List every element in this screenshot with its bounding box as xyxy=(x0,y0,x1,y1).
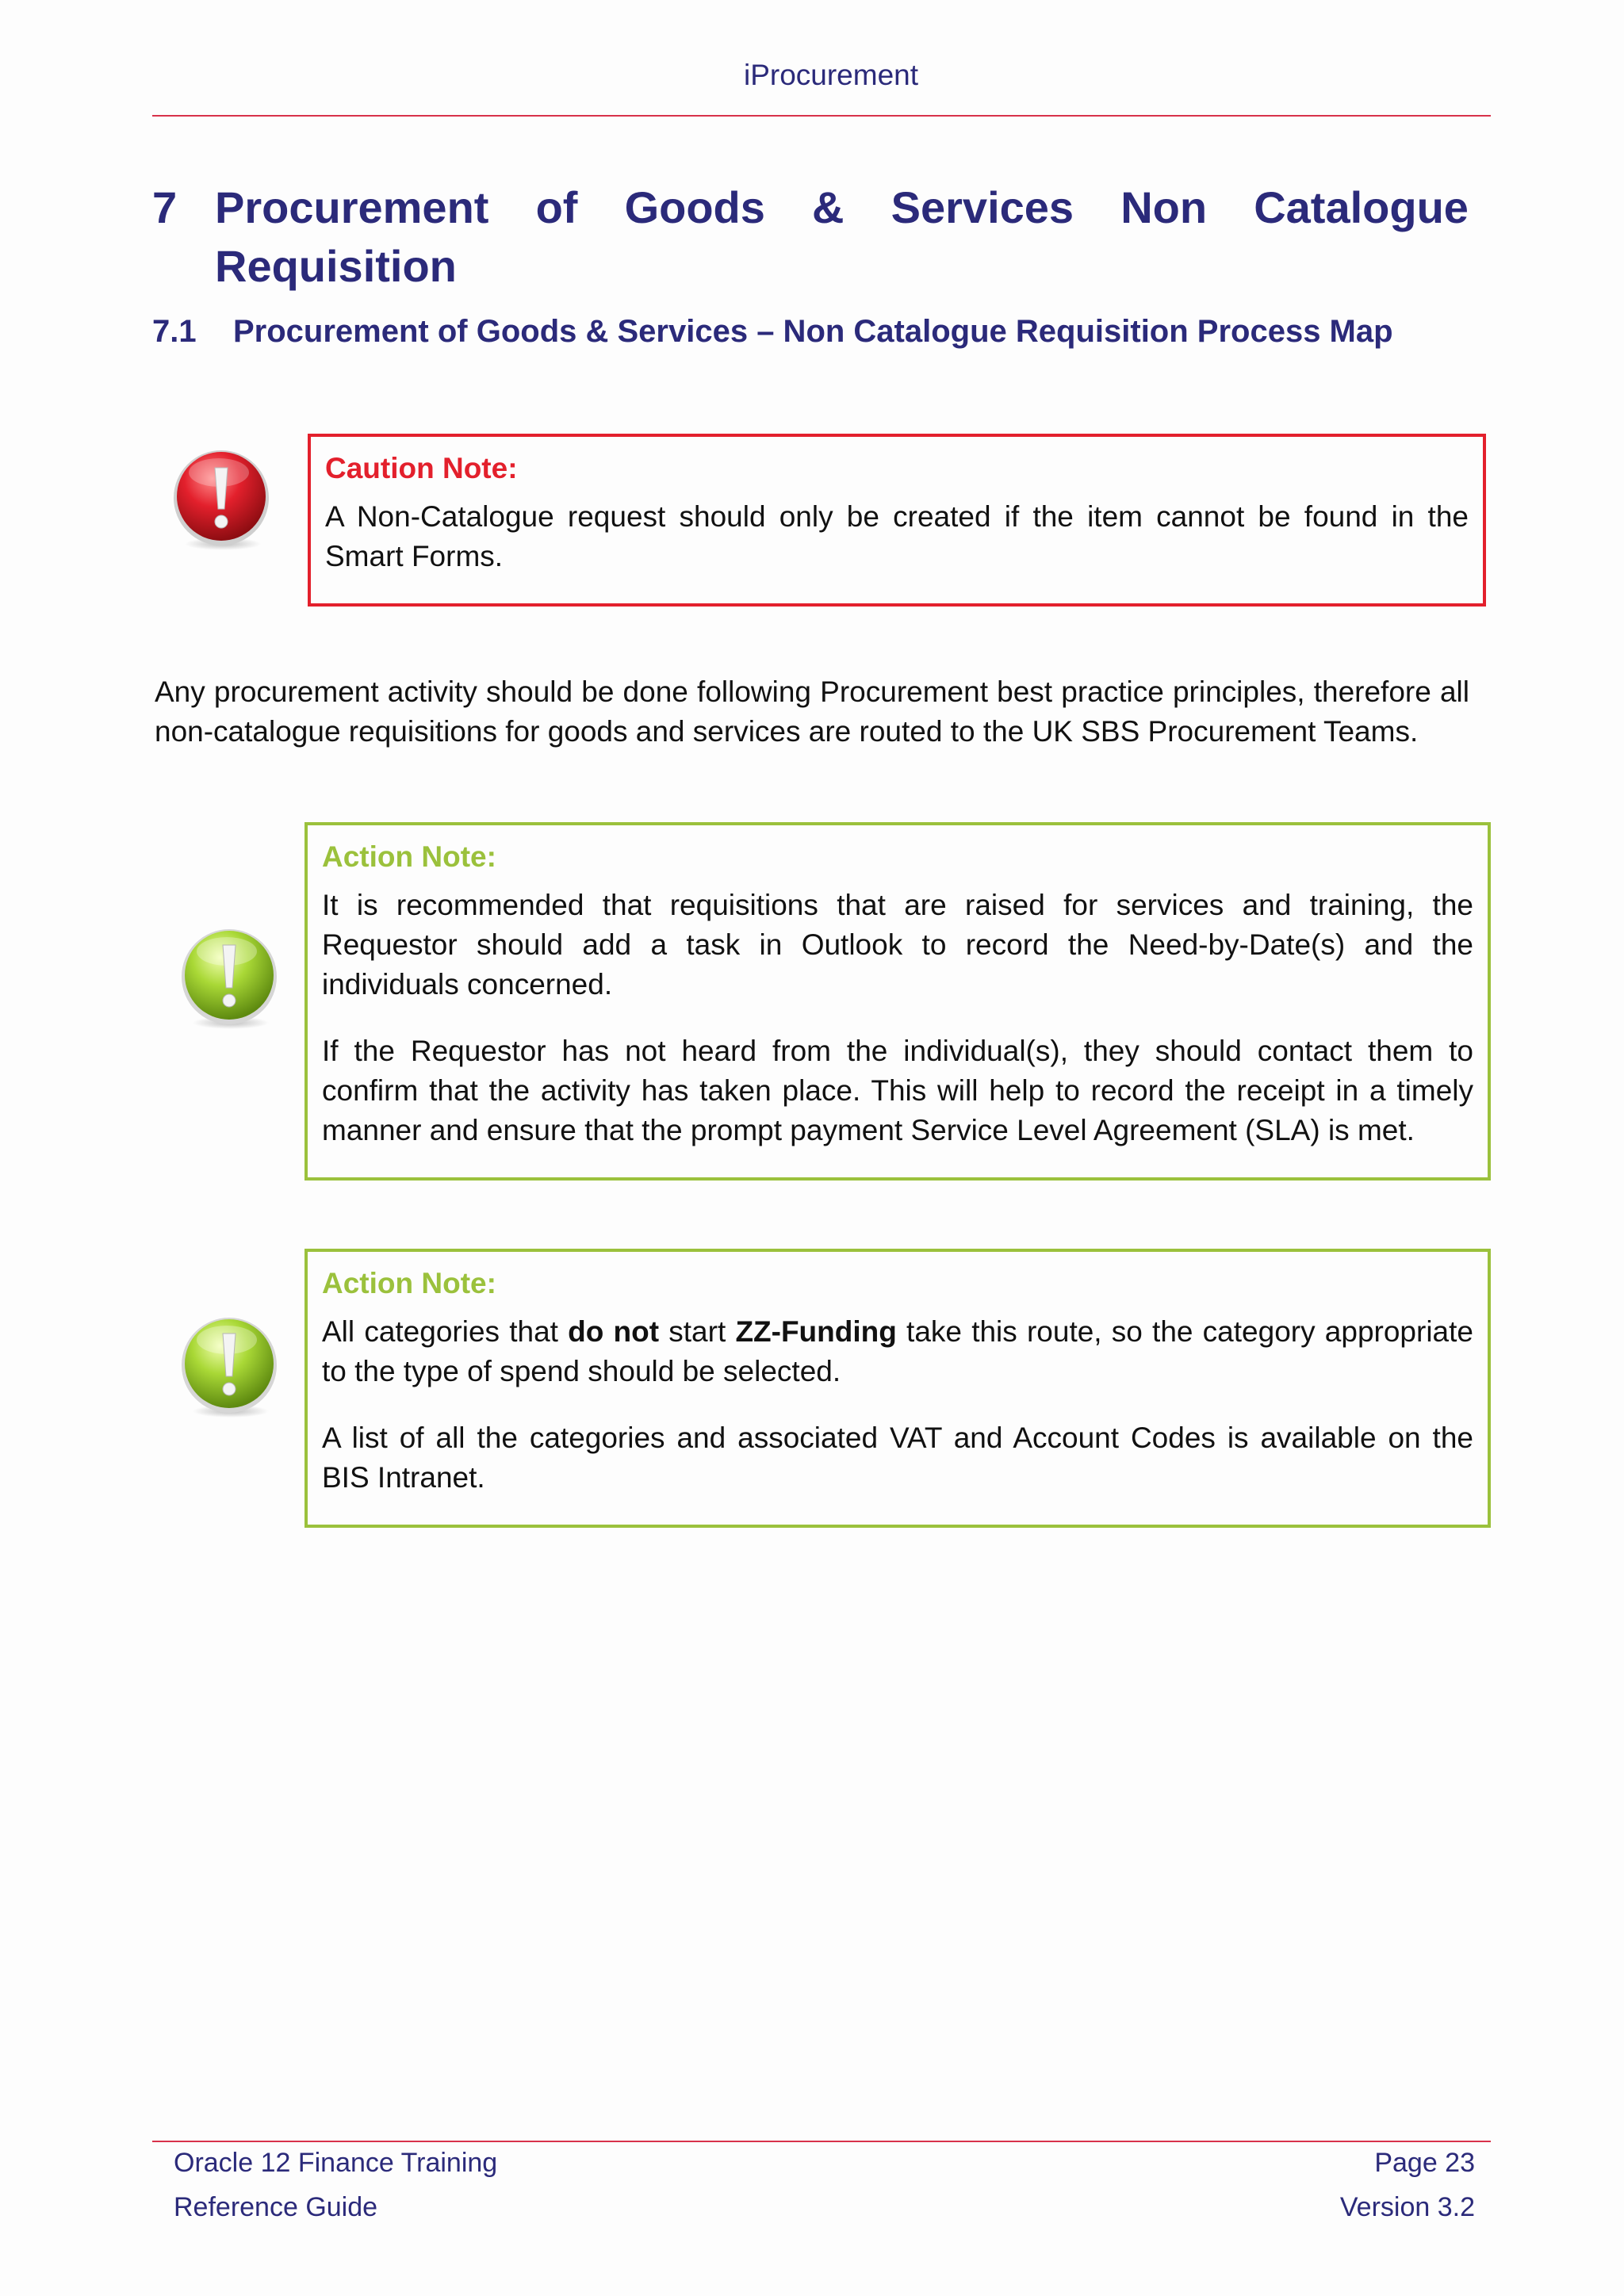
footer-course-title: Oracle 12 Finance Training xyxy=(174,2148,498,2178)
action-note-paragraph: A list of all the categories and associated VAT and Account Codes is available on the BIS Intranet. xyxy=(322,1422,1473,1494)
section-title-word: & xyxy=(812,182,845,232)
exclamation-green-icon xyxy=(179,1316,282,1419)
section-number: 7 xyxy=(152,182,178,232)
section-title-word: Catalogue xyxy=(1254,182,1469,232)
action-note-box xyxy=(304,822,1491,1181)
caution-note-box xyxy=(308,434,1486,607)
subsection-number: 7.1 xyxy=(152,314,197,349)
section-title-word: Procurement xyxy=(215,182,489,232)
action-note-title: Action Note: xyxy=(322,840,496,873)
section-heading xyxy=(152,178,1469,296)
text-run: All categories that xyxy=(322,1315,569,1348)
subsection-heading xyxy=(152,314,1393,350)
exclamation-green-icon xyxy=(179,928,282,1031)
version-label: Version 3.2 xyxy=(1339,2192,1475,2222)
section-title-line1 xyxy=(215,178,1469,237)
section-title-word: Services xyxy=(891,182,1074,232)
action-note-paragraph: If the Requestor has not heard from the individual(s), they should contact them to confirm that the activity has taken place. This will help to record the receipt in a timely manner and ensure that the prompt payment Service Level Agreement (SLA) is met. xyxy=(322,1035,1473,1146)
header-divider xyxy=(152,115,1491,117)
subsection-title: Procurement of Goods & Services – Non Catalogue Requisition Process Map xyxy=(233,314,1393,349)
section-title-word: of xyxy=(535,182,578,232)
action-note-paragraph: It is recommended that requisitions that are raised for services and training, the Requestor should add a task in Outlook to record the Need-by-Date(s) and the individuals concerned. xyxy=(322,889,1473,1001)
footer-left xyxy=(174,2141,497,2229)
action-note-paragraph xyxy=(322,1312,1473,1391)
running-header: iProcurement xyxy=(743,59,919,91)
text-run: start xyxy=(659,1315,736,1348)
caution-note-title: Caution Note: xyxy=(325,452,518,484)
caution-note-text: A Non-Catalogue request should only be created if the item cannot be found in the Smart Forms. xyxy=(325,500,1469,572)
text-run: take this route, so the category appropriate to the type of spend should be selected. xyxy=(322,1315,1473,1387)
footer-right xyxy=(1340,2141,1475,2229)
action-note-title: Action Note: xyxy=(322,1267,496,1299)
body-paragraph: Any procurement activity should be done following Procurement best practice principles, therefore all non-catalogue requisitions for goods and services are routed to the UK SBS Procurement Teams. xyxy=(155,675,1469,748)
bold-text: ZZ-Funding xyxy=(735,1315,897,1348)
footer-guide-title: Reference Guide xyxy=(174,2192,378,2222)
section-title-word: Non xyxy=(1120,182,1208,232)
bold-text: do not xyxy=(568,1315,660,1348)
action-note-box xyxy=(304,1249,1491,1528)
exclamation-red-icon xyxy=(171,449,274,552)
section-title-word: Goods xyxy=(624,182,765,232)
section-title-line2: Requisition xyxy=(215,241,457,291)
page-number: Page 23 xyxy=(1374,2148,1475,2178)
